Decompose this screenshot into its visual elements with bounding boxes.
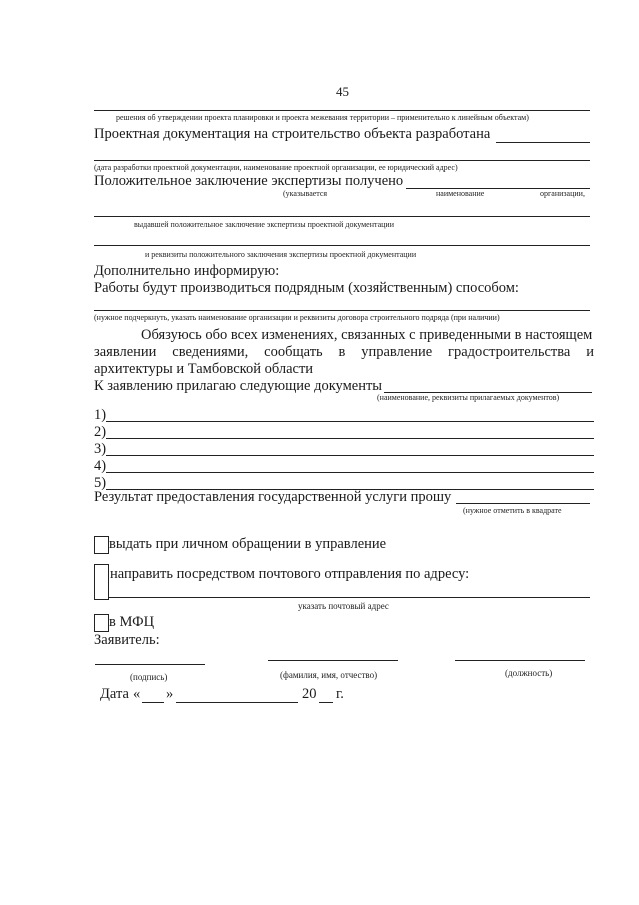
expertise-caption-1: (указывается [283,189,328,198]
expertise-field-2[interactable] [94,216,590,217]
obligation-line-3: архитектуры и Тамбовской области [94,361,314,377]
attach-label: К заявлению прилагаю следующие документы [94,378,383,394]
attach-caption: (наименование, реквизиты прилагаемых документов) [377,393,560,402]
date-year-prefix: 20 [302,686,317,702]
signature-caption: (подпись) [130,672,168,682]
obligation-line-2 [94,344,594,361]
works-field[interactable] [94,310,590,311]
result-caption: (нужное отметить в квадрате [463,506,562,515]
expertise-caption-5: и реквизиты положительного заключения экспертизы проектной документации [145,250,417,259]
expertise-label: Положительное заключение экспертизы получено [94,173,404,189]
obligation-word: градостроительства [448,344,571,360]
attach-item-1: 1) [94,407,107,423]
applicant-label: Заявитель: [94,632,160,648]
result-field[interactable] [456,503,590,504]
decision-line [94,110,590,111]
obligation-word: сведениями, [172,344,249,360]
attach-item-4: 4) [94,458,107,474]
design-doc-field-2[interactable] [94,160,590,161]
option-mail-checkbox[interactable] [94,564,109,600]
mail-address-field[interactable] [108,597,590,598]
decision-caption: решения об утверждении проекта планировки и проекта межевания территории – применительно к линейным объектам) [116,113,529,122]
obligation-word: в [338,344,346,360]
expertise-field-3[interactable] [94,245,590,246]
option-mfc-label: в МФЦ [109,614,155,630]
works-caption: (нужное подчеркнуть, указать наименование организации и реквизиты договора строительного подряда (при наличии) [94,313,500,322]
date-open-quote: « [133,686,141,702]
attach-item-5: 5) [94,475,107,491]
attach-item-2-field[interactable] [106,438,594,439]
expertise-caption-2: наименование [436,189,485,198]
position-field[interactable] [455,660,585,661]
works-label: Работы будут производиться подрядным (хозяйственным) способом: [94,280,519,296]
result-label: Результат предоставления государственной услуги прошу [94,489,452,505]
expertise-caption-4: выдавшей положительное заключение экспертизы проектной документации [134,220,394,229]
date-label: Дата [100,686,129,702]
design-doc-label: Проектная документация на строительство объекта разработана [94,126,491,142]
option-mail-label: направить посредством почтового отправления по адресу: [110,566,470,582]
obligation-line-1: Обязуюсь обо всех изменениях, связанных с приведенными в настоящем [141,327,593,343]
page-number: 45 [336,84,349,99]
date-day-field[interactable] [142,702,164,703]
additional-info-label: Дополнительно информирую: [94,263,280,279]
expertise-caption-3: организации, [540,189,585,198]
fio-caption: (фамилия, имя, отчество) [280,670,378,680]
option-personal-checkbox[interactable] [94,536,109,554]
date-year-field[interactable] [319,702,333,703]
attach-item-3: 3) [94,441,107,457]
attach-item-4-field[interactable] [106,472,594,473]
option-mfc-checkbox[interactable] [94,614,109,632]
position-caption: (должность) [505,668,553,678]
date-month-field[interactable] [176,702,298,703]
date-close-quote: » [166,686,174,702]
option-personal-label: выдать при личном обращении в управление [109,536,387,552]
attach-item-2: 2) [94,424,107,440]
attach-item-1-field[interactable] [106,421,594,422]
obligation-word: управление [361,344,433,360]
mail-caption: указать почтовый адрес [298,601,389,611]
signature-field[interactable] [95,664,205,665]
date-year-suffix: г. [336,686,344,702]
obligation-word: сообщать [264,344,323,360]
design-doc-caption: (дата разработки проектной документации, наименование проектной организации, ее юридический адрес) [94,163,458,172]
obligation-word: и [586,344,594,360]
attach-item-3-field[interactable] [106,455,594,456]
design-doc-field[interactable] [496,142,590,143]
obligation-word: заявлении [94,344,157,360]
fio-field[interactable] [268,660,398,661]
